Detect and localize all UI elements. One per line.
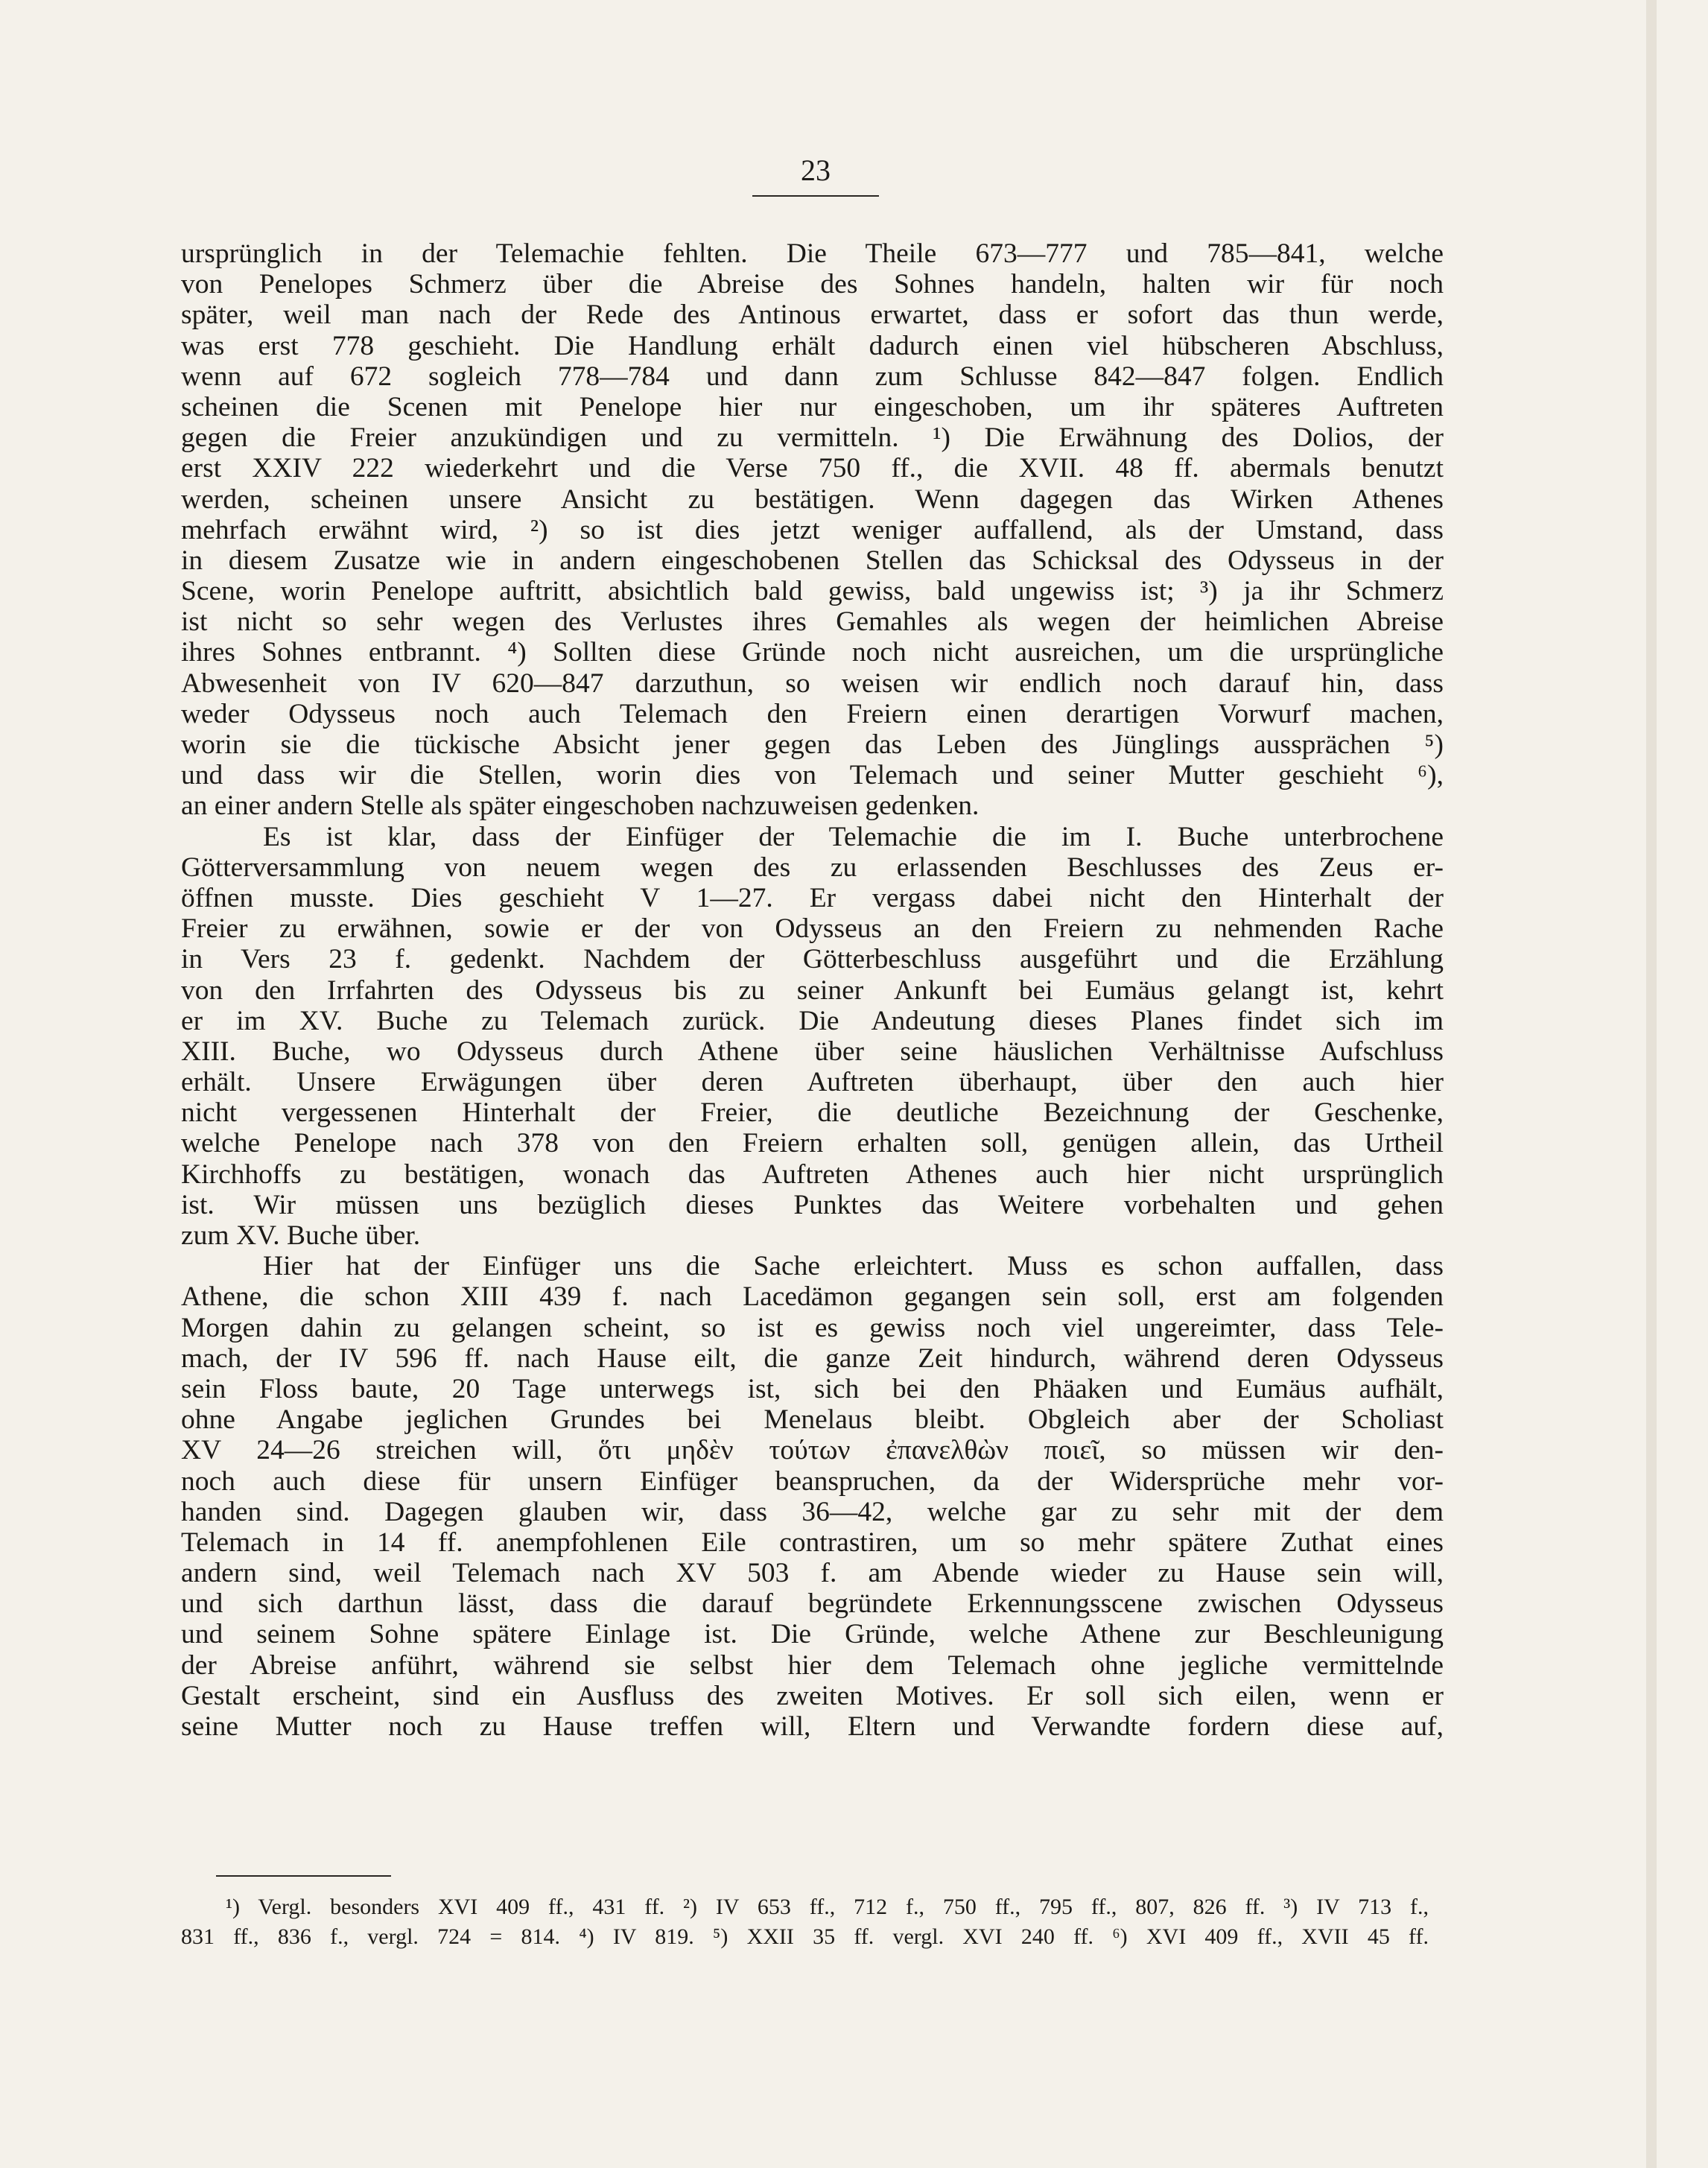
text-line: weder Odysseus noch auch Telemach den Freiern einen derartigen Vorwurf machen, [181,698,1444,729]
text-line: Gestalt erscheint, sind ein Ausfluss des zweiten Motives. Er soll sich eilen, wenn er [181,1680,1444,1711]
text-line: noch auch diese für unsern Einfüger beanspruchen, da der Widersprüche mehr vor- [181,1465,1444,1497]
paragraph-start: Hier hat der Einfüger uns die Sache erleichtert. Muss es schon auffallen, dass [263,1251,1444,1282]
body-text [181,238,1444,1772]
text-line: Abwesenheit von IV 620—847 darzuthun, so weisen wir endlich noch darauf hin, dass [181,668,1444,699]
text-line: erhält. Unsere Erwägungen über deren Auftreten überhaupt, über den auch hier [181,1067,1444,1098]
text-line: in diesem Zusatze wie in andern eingeschobenen Stellen das Schicksal des Odysseus in der [181,545,1444,576]
page-number: 23 [801,153,831,187]
text-line: später, weil man nach der Rede des Antinous erwartet, dass er sofort das thun werde, [181,299,1444,331]
text-line: ist nicht so sehr wegen des Verlustes ihres Gemahles als wegen der heimlichen Abreise [181,606,1444,638]
text-line: von Penelopes Schmerz über die Abreise des Sohnes handeln, halten wir für noch [181,269,1444,300]
text-line: welche Penelope nach 378 von den Freiern erhalten soll, genügen allein, das Urtheil [181,1128,1444,1159]
text-line: ursprünglich in der Telemachie fehlten. Die Theile 673—777 und 785—841, welche [181,238,1444,269]
text-line: werden, scheinen unsere Ansicht zu bestätigen. Wenn dagegen das Wirken Athenes [181,484,1444,515]
text-line: gegen die Freier anzukündigen und zu vermitteln. ¹) Die Erwähnung des Dolios, der [181,422,1444,454]
text-line: von den Irrfahrten des Odysseus bis zu seiner Ankunft bei Eumäus gelangt ist, kehrt [181,974,1444,1006]
text-line: und seinem Sohne spätere Einlage ist. Die Gründe, welche Athene zur Beschleunigung [181,1619,1444,1650]
text-line: mehrfach erwähnt wird, ²) so ist dies jetzt weniger auffallend, als der Umstand, dass [181,514,1444,545]
page-number-rule [752,195,879,197]
text-line: was erst 778 geschieht. Die Handlung erhält dadurch einen viel hübscheren Abschluss, [181,330,1444,361]
text-line: ihres Sohnes entbrannt. ⁴) Sollten diese Gründe noch nicht ausreichen, um die ursprüngliche [181,637,1444,668]
text-line: andern sind, weil Telemach nach XV 503 f. am Abende wieder zu Hause sein will, [181,1558,1444,1589]
text-line: seine Mutter noch zu Hause treffen will, Eltern und Verwandte fordern diese auf, [181,1711,1444,1742]
text-line: in Vers 23 f. gedenkt. Nachdem der Götterbeschluss ausgeführt und die Erzählung [181,944,1444,975]
footnote-line: ¹) Vergl. besonders XVI 409 ff., 431 ff. ²) IV 653 ff., 712 f., 750 ff., 795 ff., 807, 826 ff. ³) IV 713 f., [226,1895,1429,1919]
text-line: Scene, worin Penelope auftritt, absichtlich bald gewiss, bald ungewiss ist; ³) ja ihr Schmerz [181,576,1444,607]
paragraph-start: Es ist klar, dass der Einfüger der Telemachie die im I. Buche unterbrochene [263,821,1444,852]
text-line: mach, der IV 596 ff. nach Hause eilt, die ganze Zeit hindurch, während deren Odysseus [181,1343,1444,1374]
footnotes [181,1892,1429,1952]
text-line: Kirchhoffs zu bestätigen, wonach das Auftreten Athenes auch hier nicht ursprünglich [181,1159,1444,1190]
text-line: ohne Angabe jeglichen Grundes bei Menelaus bleibt. Obgleich aber der Scholiast [181,1404,1444,1436]
text-line: worin sie die tückische Absicht jener gegen das Leben des Jünglings aussprächen ⁵) [181,729,1444,760]
text-line: der Abreise anführt, während sie selbst hier dem Telemach ohne jegliche vermittelnde [181,1649,1444,1681]
footnote-rule [216,1875,391,1877]
text-line: er im XV. Buche zu Telemach zurück. Die Andeutung dieses Planes findet sich im [181,1005,1444,1036]
text-line: und sich darthun lässt, dass die darauf begründete Erkennungsscene zwischen Odysseus [181,1588,1444,1620]
text-line: sein Floss baute, 20 Tage unterwegs ist, sich bei den Phäaken und Eumäus aufhält, [181,1373,1444,1404]
text-line: öffnen musste. Dies geschieht V 1—27. Er vergass dabei nicht den Hinterhalt der [181,882,1444,913]
text-line: zum XV. Buche über. [181,1220,421,1251]
text-line: handen sind. Dagegen glauben wir, dass 36—42, welche gar zu sehr mit der dem [181,1496,1444,1527]
text-line [181,1742,1444,1772]
text-line: Morgen dahin zu gelangen scheint, so ist es gewiss noch viel ungereimter, dass Tele- [181,1312,1444,1343]
text-line: Athene, die schon XIII 439 f. nach Lacedämon gegangen sein soll, erst am folgenden [181,1281,1444,1313]
footnote-line: 831 ff., 836 f., vergl. 724 = 814. ⁴) IV 819. ⁵) XXII 35 ff. vergl. XVI 240 ff. ⁶) XVI 409 ff., XVII 45 ff. [181,1924,1429,1949]
text-line: Telemach in 14 ff. anempfohlenen Eile contrastiren, um so mehr spätere Zuthat eines [181,1527,1444,1558]
text-line: nicht vergessenen Hinterhalt der Freier, die deutliche Bezeichnung der Geschenke, [181,1097,1444,1129]
text-line: XV 24—26 streichen will, ὅτι μηδὲν τούτων ἐπανελθὼν ποιεῖ, so müssen wir den- [181,1435,1444,1466]
text-line: scheinen die Scenen mit Penelope hier nur eingeschoben, um ihr späteres Auftreten [181,391,1444,422]
text-line: an einer andern Stelle als später eingeschoben nachzuweisen gedenken. [181,790,980,822]
text-line: wenn auf 672 sogleich 778—784 und dann zum Schlusse 842—847 folgen. Endlich [181,361,1444,392]
text-line: Götterversammlung von neuem wegen des zu erlassenden Beschlusses des Zeus er- [181,852,1444,883]
text-line: XIII. Buche, wo Odysseus durch Athene über seine häuslichen Verhältnisse Aufschluss [181,1036,1444,1067]
text-line: und dass wir die Stellen, worin dies von Telemach und seiner Mutter geschieht ⁶), [181,760,1444,791]
text-line: erst XXIV 222 wiederkehrt und die Verse 750 ff., die XVII. 48 ff. abermals benutzt [181,453,1444,484]
text-line: ist. Wir müssen uns bezüglich dieses Punktes das Weitere vorbehalten und gehen [181,1189,1444,1220]
text-line: Freier zu erwähnen, sowie er der von Odysseus an den Freiern zu nehmenden Rache [181,913,1444,945]
page-edge-shadow [1646,0,1657,2168]
